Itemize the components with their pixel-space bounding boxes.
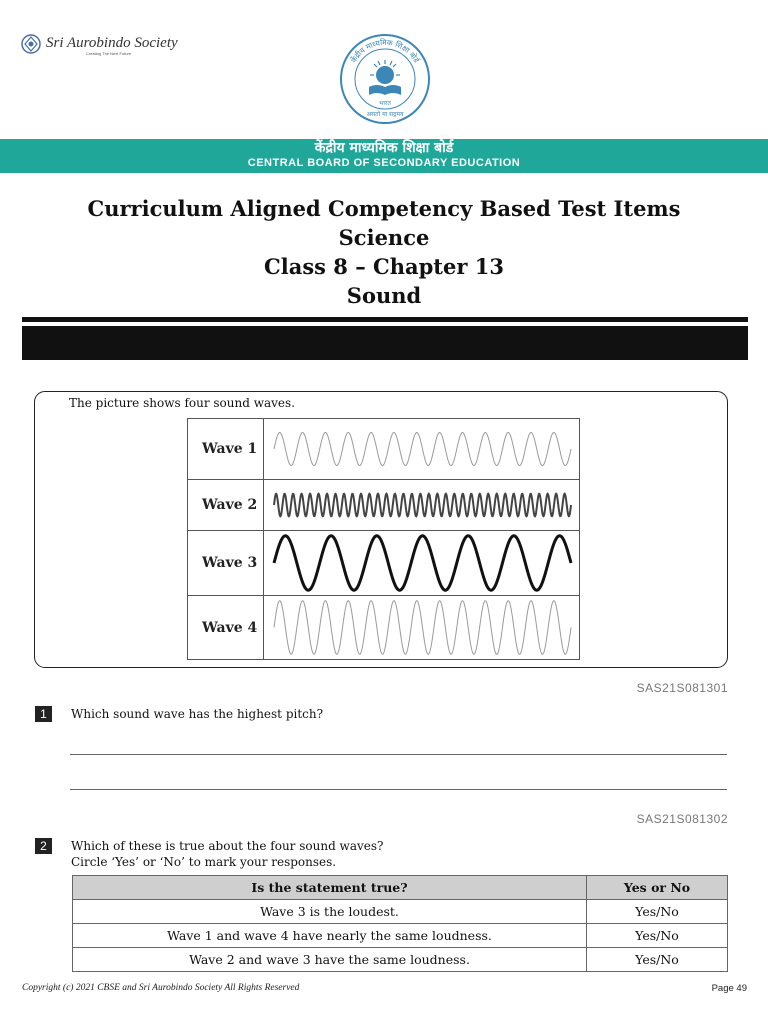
response-table bbox=[72, 875, 728, 972]
sas-symbol-icon bbox=[20, 33, 42, 55]
wave-line bbox=[274, 536, 571, 590]
wave-line bbox=[274, 433, 571, 466]
wave-row bbox=[188, 480, 580, 531]
question-text-line: Which of these is true about the four sound waves? bbox=[71, 839, 384, 853]
wave-graphic bbox=[264, 531, 579, 595]
table-row bbox=[73, 948, 728, 972]
board-name-hindi: केंद्रीय माध्यमिक शिक्षा बोर्ड bbox=[314, 140, 454, 156]
answer-line[interactable] bbox=[70, 754, 727, 755]
item-code: SAS21S081301 bbox=[636, 681, 728, 695]
copyright-footer: Copyright (c) 2021 CBSE and Sri Aurobindo Society All Rights Reserved bbox=[22, 983, 300, 993]
item-code: SAS21S081302 bbox=[636, 812, 728, 826]
statement-cell: Wave 1 and wave 4 have nearly the same loudness. bbox=[73, 924, 587, 948]
wave-row bbox=[188, 419, 580, 480]
wave-graphic bbox=[264, 419, 579, 479]
wave-graphic bbox=[264, 596, 579, 659]
statement-cell: Wave 2 and wave 3 have the same loudness. bbox=[73, 948, 587, 972]
wave-line bbox=[274, 601, 571, 655]
wave-row bbox=[188, 531, 580, 596]
question-text: Which sound wave has the highest pitch? bbox=[71, 707, 324, 721]
sas-tagline: Creating The Next Future bbox=[86, 51, 132, 56]
wave-label: Wave 3 bbox=[188, 531, 264, 596]
page-number: Page 49 bbox=[711, 983, 747, 994]
divider-bar bbox=[22, 326, 748, 360]
column-header: Yes or No bbox=[587, 876, 728, 900]
wave-graphic bbox=[264, 480, 579, 530]
wave-table bbox=[187, 418, 580, 660]
column-header: Is the statement true? bbox=[73, 876, 587, 900]
wave-label: Wave 1 bbox=[188, 419, 264, 480]
emblem-mid-text: भारत bbox=[379, 100, 391, 107]
emblem-arc-text: केंद्रीय माध्यमिक शिक्षा बोर्ड bbox=[348, 37, 422, 65]
wave-label: Wave 4 bbox=[188, 596, 264, 660]
table-row bbox=[73, 924, 728, 948]
table-row bbox=[73, 900, 728, 924]
wave-row bbox=[188, 596, 580, 660]
emblem-motto: असतो मा सद्गमय bbox=[366, 111, 404, 118]
title-line-1: Curriculum Aligned Competency Based Test Items bbox=[87, 196, 681, 221]
wave-line bbox=[274, 494, 571, 517]
question-number: 2 bbox=[35, 838, 52, 854]
cbse-emblem bbox=[339, 27, 431, 135]
sas-logo-text: Sri Aurobindo Society bbox=[46, 35, 178, 51]
yes-no-choice[interactable]: Yes/No bbox=[587, 900, 728, 924]
stimulus-intro: The picture shows four sound waves. bbox=[69, 396, 296, 410]
question-number: 1 bbox=[35, 706, 52, 722]
question-text bbox=[71, 838, 383, 870]
title-line-4: Sound bbox=[346, 283, 422, 308]
yes-no-choice[interactable]: Yes/No bbox=[587, 948, 728, 972]
board-name-english: CENTRAL BOARD OF SECONDARY EDUCATION bbox=[247, 157, 521, 169]
answer-line[interactable] bbox=[70, 789, 727, 790]
statement-cell: Wave 3 is the loudest. bbox=[73, 900, 587, 924]
document-title bbox=[0, 194, 768, 310]
title-line-2: Science bbox=[338, 225, 430, 250]
board-name-band bbox=[0, 139, 768, 173]
wave-label: Wave 2 bbox=[188, 480, 264, 531]
title-line-3: Class 8 – Chapter 13 bbox=[264, 254, 504, 279]
question-instruction: Circle ‘Yes’ or ‘No’ to mark your responses. bbox=[71, 855, 337, 869]
yes-no-choice[interactable]: Yes/No bbox=[587, 924, 728, 948]
sas-logo bbox=[20, 32, 178, 56]
divider-thin bbox=[22, 317, 748, 322]
table-header-row bbox=[73, 876, 728, 900]
